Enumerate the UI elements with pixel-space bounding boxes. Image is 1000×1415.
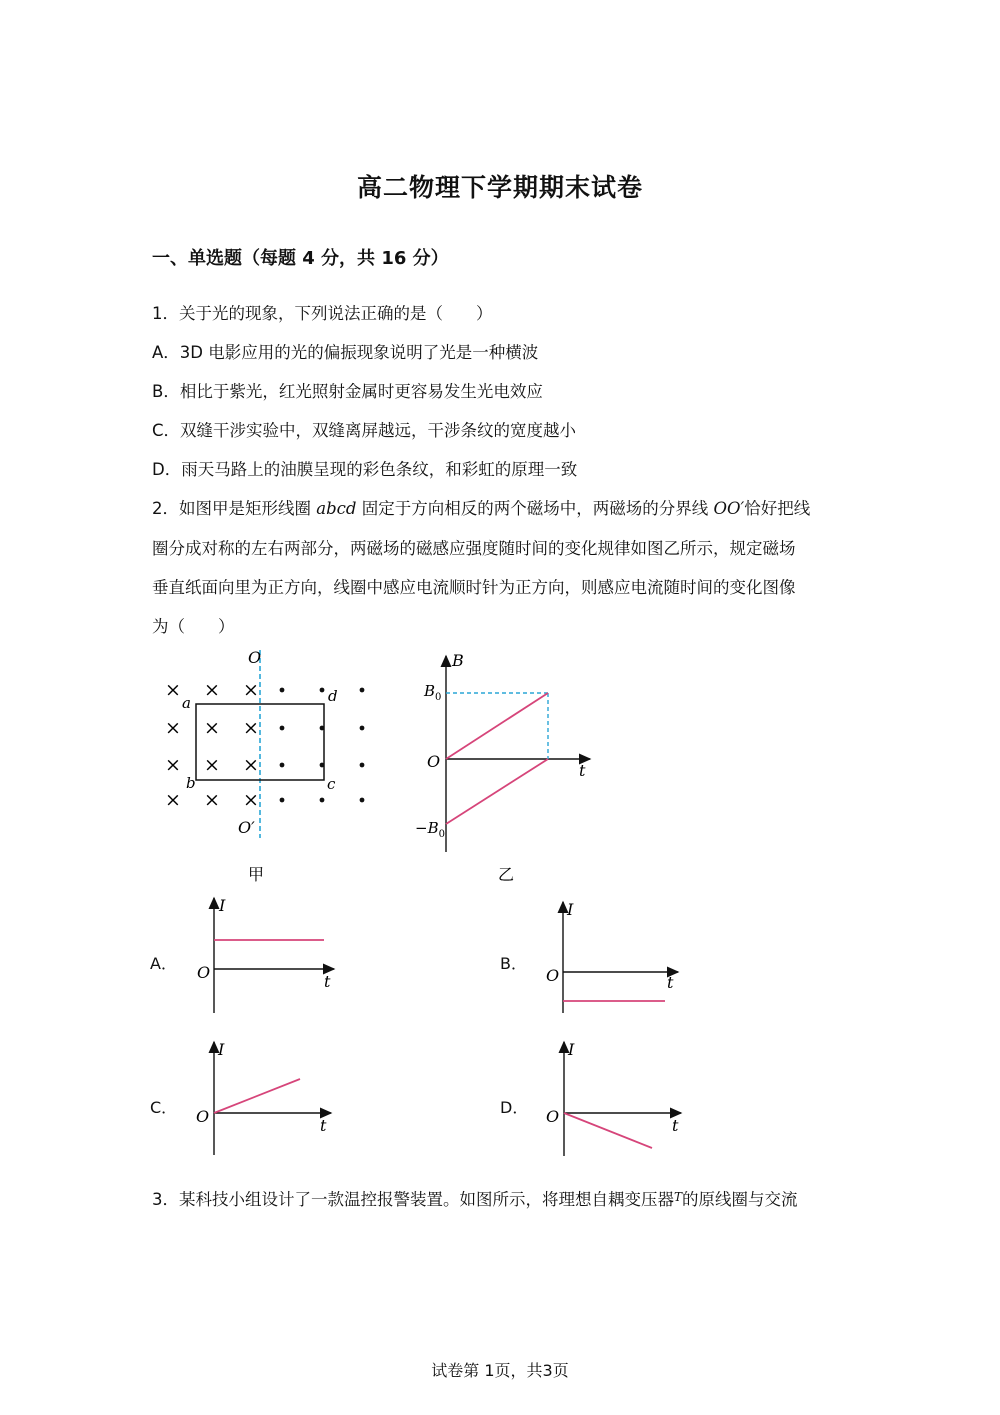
label-o-bottom: O′ — [238, 818, 255, 837]
figure-yi — [405, 645, 605, 885]
q3-stem-line1 — [152, 1186, 798, 1210]
field-into-page-mark: × — [165, 717, 181, 739]
q1-option-a: A．3D 电影应用的光的偏振现象说明了光是一种横波 — [152, 343, 539, 362]
q2-stem-line3: 垂直纸面向里为正方向，线圈中感应电流顺时针为正方向，则感应电流随时间的变化图像 — [152, 578, 796, 597]
field-out-of-page-mark — [320, 688, 325, 693]
option-c-origin: O — [196, 1107, 210, 1126]
label-o-top: O — [248, 648, 262, 667]
option-b-axis-i: I — [567, 900, 574, 919]
option-d-curve — [564, 1113, 652, 1148]
field-into-page-mark: × — [165, 754, 181, 776]
label-neg-b0: $-B_0$ — [415, 819, 445, 840]
q1-option-b: B．相比于紫光，红光照射金属时更容易发生光电效应 — [152, 382, 543, 401]
figure-jia-caption: 甲 — [247, 865, 265, 884]
q2-line1-pre: 2．如图甲是矩形线圈 — [152, 499, 317, 518]
field-into-page-mark: × — [243, 789, 259, 811]
figure-jia — [150, 640, 390, 890]
q2-option-d-graph — [540, 1035, 690, 1160]
label-corner-d: d — [328, 687, 338, 705]
field-out-of-page-mark — [360, 763, 365, 768]
q2-option-a-label: A． — [150, 954, 177, 973]
origin-label: O — [427, 752, 441, 771]
option-a-origin: O — [197, 963, 211, 982]
option-d-axis-i: I — [568, 1040, 575, 1059]
q2-boundary-name: OO′ — [713, 499, 745, 518]
q2-option-b-graph — [540, 895, 690, 1018]
b-curve-left — [446, 693, 548, 759]
q2-stem-line2: 圈分成对称的左右两部分，两磁场的磁感应强度随时间的变化规律如图乙所示，规定磁场 — [152, 539, 796, 558]
q2-line1-mid: 固定于方向相反的两个磁场中，两磁场的分界线 — [356, 499, 714, 518]
option-c-curve — [214, 1079, 300, 1113]
option-d-origin: O — [546, 1107, 560, 1126]
q2-coil-name: abcd — [316, 499, 357, 518]
option-d-axis-t: t — [672, 1116, 679, 1135]
field-into-page-mark: × — [165, 789, 181, 811]
field-into-page-mark: × — [243, 717, 259, 739]
section-heading: 一、单选题（每题 4 分，共 16 分） — [152, 248, 449, 269]
q2-stem-line1 — [152, 495, 810, 519]
q2-option-c-label: C． — [150, 1098, 178, 1117]
q2-stem-line4: 为（ ） — [152, 617, 235, 636]
q2-option-d-label: D． — [500, 1098, 529, 1117]
q1-option-d: D．雨天马路上的油膜呈现的彩色条纹，和彩虹的原理一致 — [152, 460, 578, 479]
field-into-page-mark: × — [243, 754, 259, 776]
axis-label-t: t — [579, 761, 586, 780]
page-footer: 试卷第 1页，共3页 — [431, 1361, 569, 1380]
q2-option-b-label: B． — [500, 954, 527, 973]
option-c-axis-t: t — [320, 1116, 327, 1135]
field-into-page-mark: × — [204, 789, 220, 811]
field-out-of-page-mark — [280, 798, 285, 803]
option-b-origin: O — [546, 966, 560, 985]
axis-label-b: B — [452, 651, 464, 670]
page-title: 高二物理下学期期末试卷 — [356, 173, 643, 202]
figure-yi-caption: 乙 — [497, 865, 515, 884]
field-into-page-mark: × — [165, 679, 181, 701]
option-b-axis-t: t — [667, 973, 674, 992]
q3-line1-pre: 3．某科技小组设计了一款温控报警装置。如图所示，将理想自耦变压器 — [152, 1190, 674, 1209]
label-b0: $B_0$ — [424, 682, 442, 703]
field-into-page-mark: × — [204, 754, 220, 776]
field-out-of-page-mark — [280, 726, 285, 731]
option-a-axis-i: I — [219, 896, 226, 915]
q3-line1-post: 的原线圈与交流 — [682, 1190, 798, 1209]
q1-stem: 1．关于光的现象，下列说法正确的是（ ） — [152, 304, 493, 323]
field-out-of-page-mark — [360, 688, 365, 693]
field-out-of-page-mark — [280, 688, 285, 693]
option-a-axis-t: t — [324, 972, 331, 991]
field-out-of-page-mark — [320, 798, 325, 803]
field-out-of-page-mark — [360, 726, 365, 731]
q2-line1-post: 恰好把线 — [744, 499, 811, 518]
field-into-page-mark: × — [204, 717, 220, 739]
q1-option-c: C．双缝干涉实验中，双缝离屏越远，干涉条纹的宽度越小 — [152, 421, 577, 440]
option-c-axis-i: I — [218, 1040, 225, 1059]
field-into-page-mark: × — [204, 679, 220, 701]
field-into-page-mark: × — [243, 679, 259, 701]
label-corner-c: c — [327, 775, 336, 793]
q2-option-a-graph — [190, 890, 350, 1018]
field-out-of-page-mark — [280, 763, 285, 768]
field-out-of-page-mark — [360, 798, 365, 803]
q2-option-c-graph — [190, 1035, 340, 1160]
b-curve-right — [446, 759, 548, 824]
label-corner-a: a — [182, 694, 191, 712]
label-corner-b: b — [186, 774, 196, 792]
q3-transformer-symbol: T — [674, 1190, 683, 1204]
